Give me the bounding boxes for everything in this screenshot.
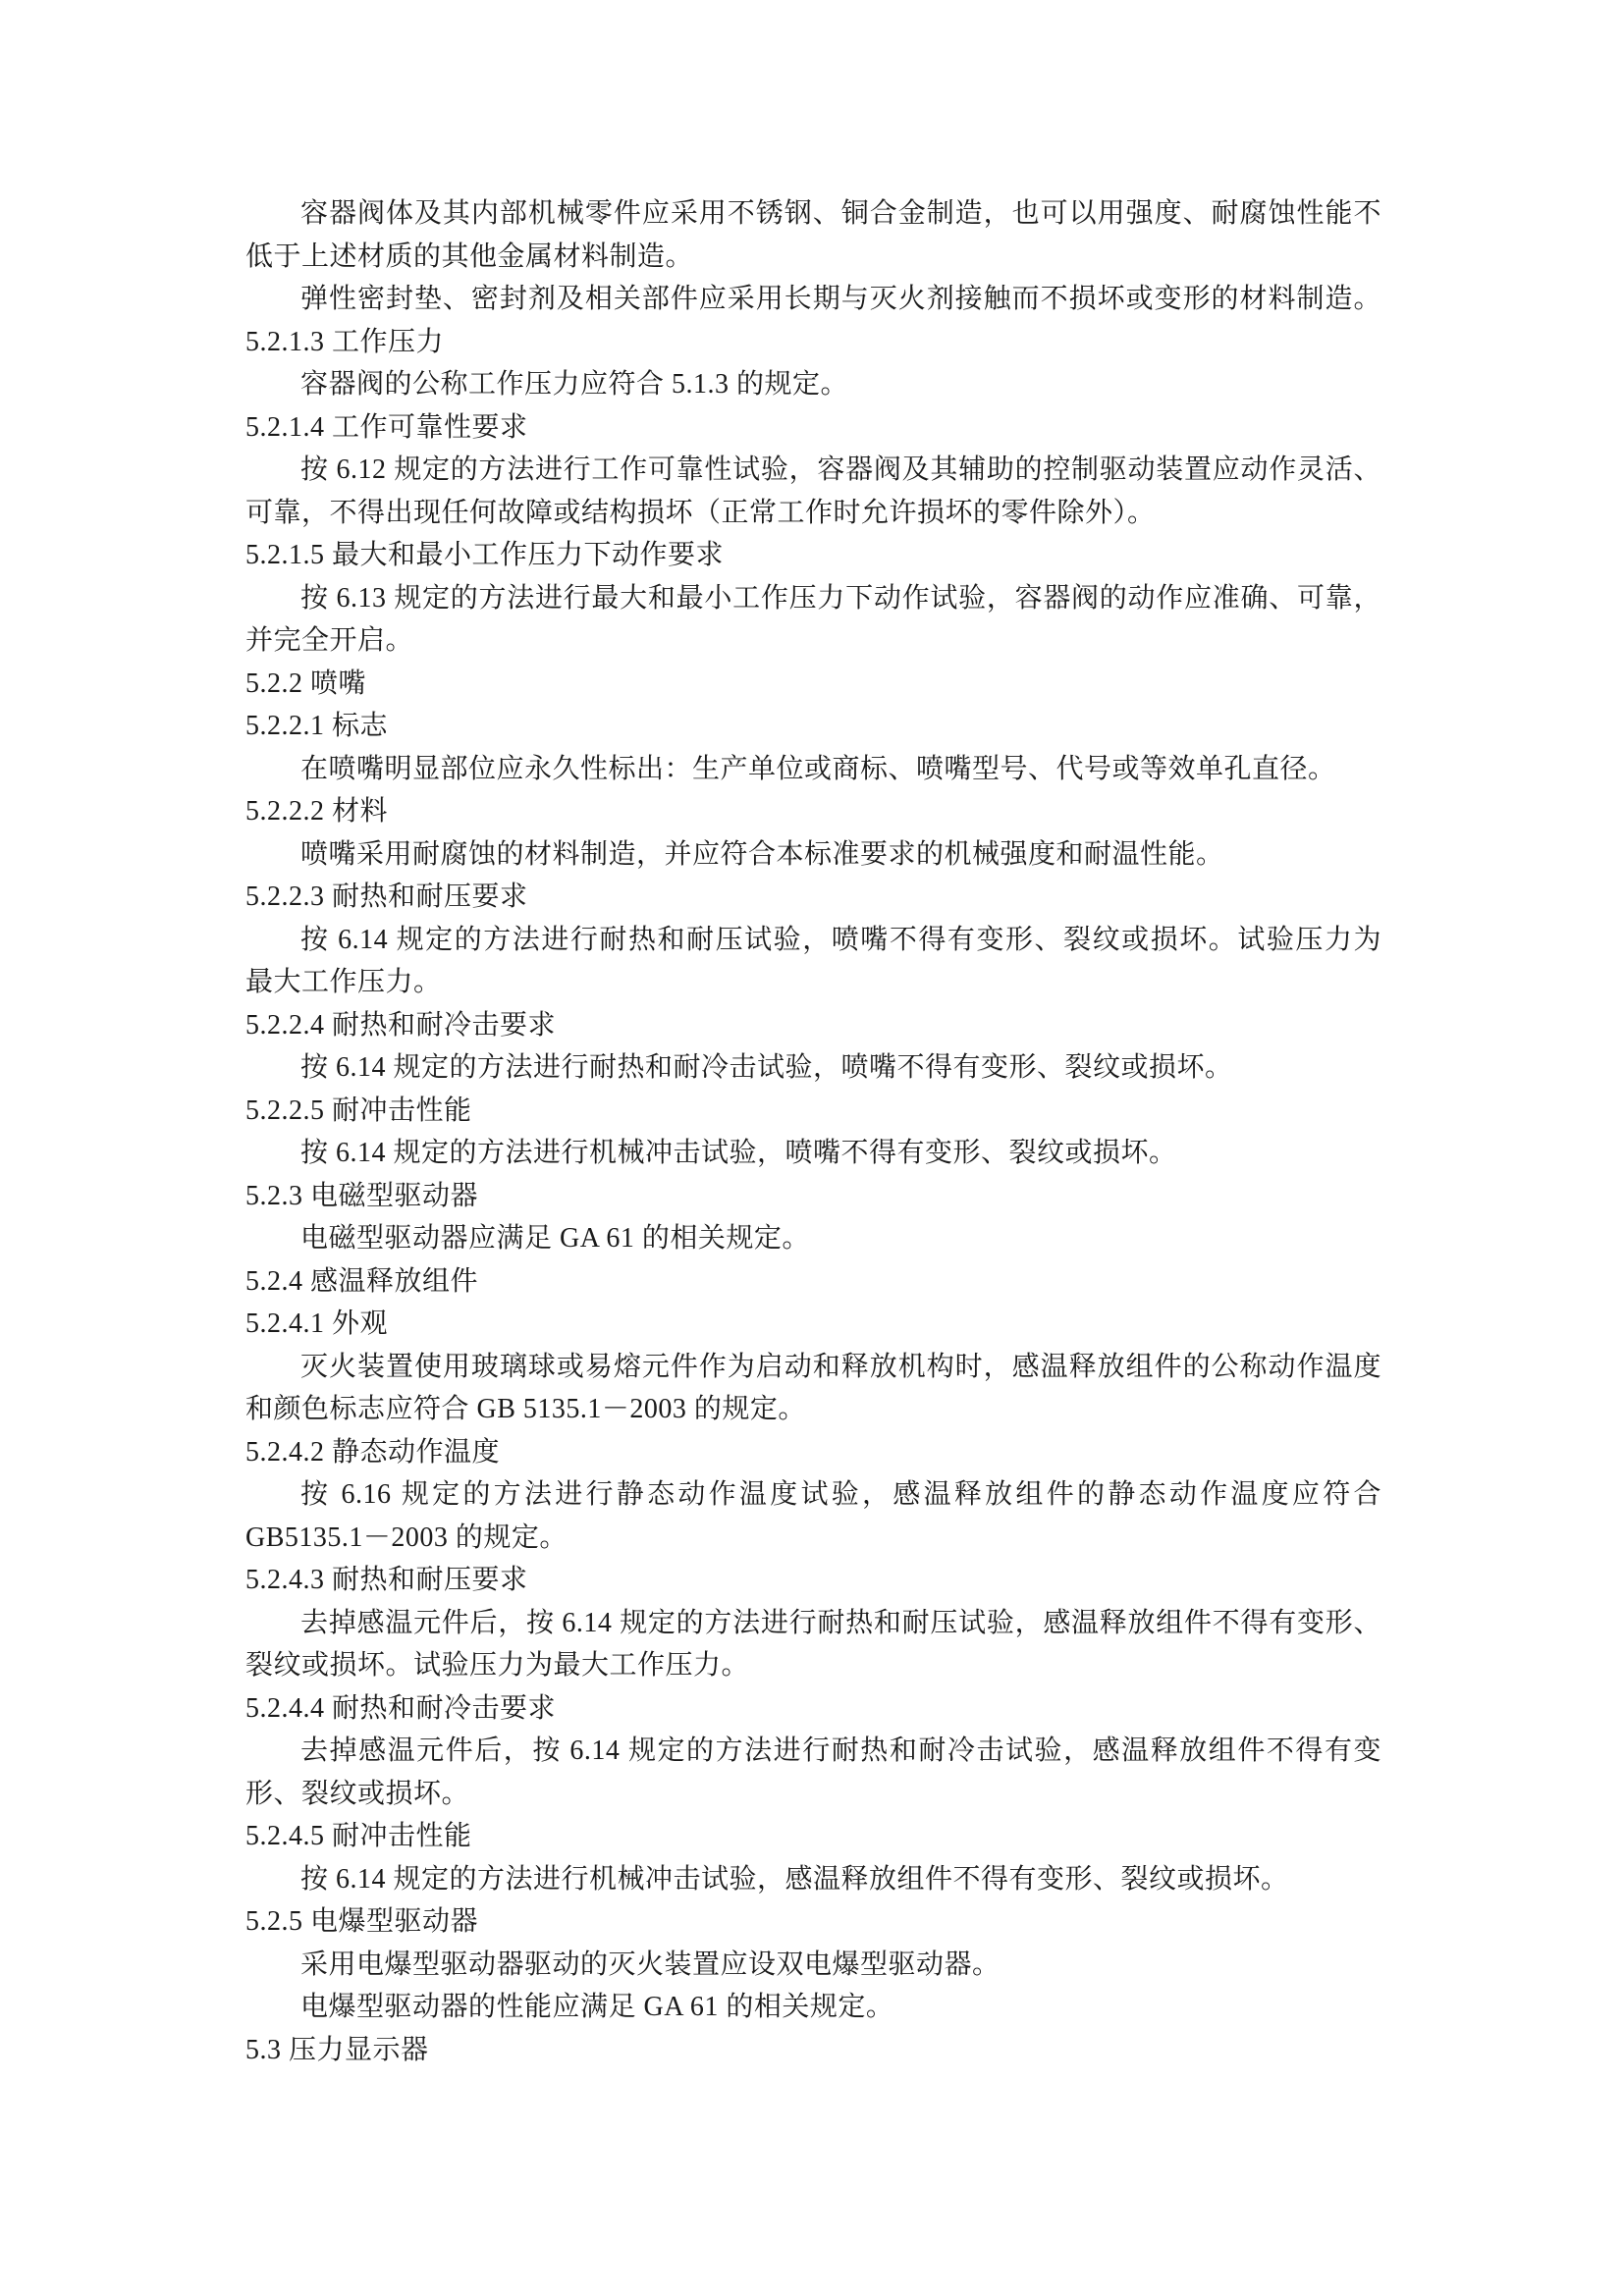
text-line: 按 6.14 规定的方法进行机械冲击试验，喷嘴不得有变形、裂纹或损坏。 [300, 1138, 1177, 1168]
text-line: 5.2.1.3 工作压力 [245, 326, 445, 357]
text-line: 5.2.2.3 耐热和耐压要求 [245, 881, 528, 912]
text-line: 5.2.1.4 工作可靠性要求 [245, 411, 528, 443]
text-line: 按 6.16 规定的方法进行静态动作温度试验，感温释放组件的静态动作温度应符合 [300, 1479, 1381, 1510]
text-line: 并完全开启。 [245, 625, 414, 656]
text-line: 和颜色标志应符合 GB 5135.1－2003 的规定。 [245, 1394, 806, 1424]
text-line: 5.2.2.4 耐热和耐冷击要求 [245, 1009, 557, 1041]
text-line: 5.2.4.3 耐热和耐压要求 [245, 1565, 528, 1595]
text-line: 低于上述材质的其他金属材料制造。 [245, 240, 694, 272]
text-line: 5.2.5 电爆型驱动器 [245, 1906, 479, 1937]
text-line: 5.2.2 喷嘴 [245, 667, 367, 699]
text-line: 形、裂纹或损坏。 [245, 1778, 470, 1809]
text-line: 5.2.2.2 材料 [245, 796, 389, 827]
text-line: 喷嘴采用耐腐蚀的材料制造，并应符合本标准要求的机械强度和耐温性能。 [300, 838, 1224, 870]
text-line: 容器阀的公称工作压力应符合 5.1.3 的规定。 [300, 369, 849, 400]
text-line: 按 6.13 规定的方法进行最大和最小工作压力下动作试验，容器阀的动作应准确、可靠， [300, 582, 1381, 614]
text-line: 最大工作压力。 [245, 967, 442, 997]
text-line: GB5135.1－2003 的规定。 [245, 1522, 568, 1553]
text-line: 采用电爆型驱动器驱动的灭火装置应设双电爆型驱动器。 [300, 1949, 1001, 1980]
text-line: 弹性密封垫、密封剂及相关部件应采用长期与灭火剂接触而不损坏或变形的材料制造。 [300, 284, 1381, 314]
text-line: 去掉感温元件后，按 6.14 规定的方法进行耐热和耐冷击试验，感温释放组件不得有变 [300, 1735, 1381, 1766]
document-body [245, 192, 1381, 2071]
text-line: 在喷嘴明显部位应永久性标出：生产单位或商标、喷嘴型号、代号或等效单孔直径。 [300, 753, 1336, 784]
text-line: 容器阀体及其内部机械零件应采用不锈钢、铜合金制造，也可以用强度、耐腐蚀性能不 [300, 198, 1381, 229]
text-line: 电磁型驱动器应满足 GA 61 的相关规定。 [300, 1223, 810, 1254]
text-line: 5.3 压力显示器 [245, 2034, 429, 2065]
text-line: 5.2.4.5 耐冲击性能 [245, 1821, 472, 1851]
text-line: 电爆型驱动器的性能应满足 GA 61 的相关规定。 [300, 1992, 894, 2022]
text-line: 5.2.1.5 最大和最小工作压力下动作要求 [245, 540, 725, 570]
text-line: 5.2.4.1 外观 [245, 1308, 389, 1339]
text-line: 5.2.4.2 静态动作温度 [245, 1436, 501, 1468]
text-line: 去掉感温元件后，按 6.14 规定的方法进行耐热和耐压试验，感温释放组件不得有变形、 [300, 1607, 1381, 1638]
text-line: 5.2.2.1 标志 [245, 711, 389, 741]
text-line: 按 6.14 规定的方法进行耐热和耐压试验，喷嘴不得有变形、裂纹或损坏。试验压力为 [300, 924, 1381, 955]
text-line: 按 6.14 规定的方法进行耐热和耐冷击试验，喷嘴不得有变形、裂纹或损坏。 [300, 1052, 1233, 1083]
text-line: 裂纹或损坏。试验压力为最大工作压力。 [245, 1650, 750, 1681]
text-line: 可靠，不得出现任何故障或结构损坏（正常工作时允许损坏的零件除外）。 [245, 497, 1156, 528]
text-line: 按 6.14 规定的方法进行机械冲击试验，感温释放组件不得有变形、裂纹或损坏。 [300, 1863, 1289, 1895]
text-line: 5.2.4 感温释放组件 [245, 1265, 479, 1297]
text-line: 按 6.12 规定的方法进行工作可靠性试验，容器阀及其辅助的控制驱动装置应动作灵活、 [300, 454, 1381, 485]
text-line: 5.2.2.5 耐冲击性能 [245, 1095, 472, 1126]
text-line: 5.2.4.4 耐热和耐冷击要求 [245, 1692, 557, 1724]
text-line: 5.2.3 电磁型驱动器 [245, 1180, 479, 1211]
text-line: 灭火装置使用玻璃球或易熔元件作为启动和释放机构时，感温释放组件的公称动作温度 [300, 1351, 1381, 1382]
